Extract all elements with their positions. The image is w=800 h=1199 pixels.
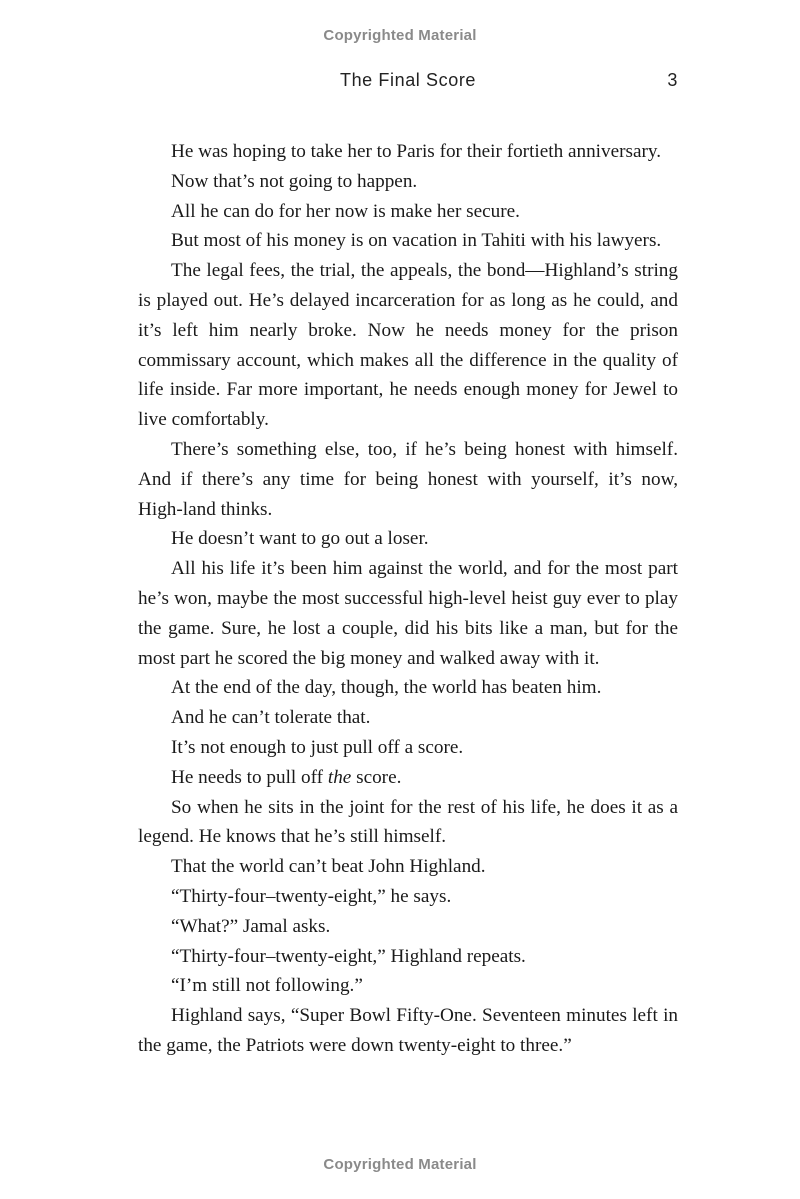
book-title: The Final Score	[339, 70, 477, 90]
paragraph: The legal fees, the trial, the appeals, the bond—Highland’s string is played out. He’s delayed incarceration for as long as he could, and it’s left him nearly broke. Now he needs money for the prison commissary account, which makes all the difference in the quality of life inside. Far more important, he needs enough money for Jewel to live comfortably.	[138, 260, 678, 431]
paragraph-text: He needs to pull off	[171, 766, 328, 788]
paragraph: So when he sits in the joint for the rest of his life, he does it as a legend. He knows that he’s still himself.	[138, 796, 678, 848]
paragraph: At the end of the day, though, the world has beaten him.	[171, 677, 602, 699]
running-head	[138, 70, 678, 94]
paragraph-text: score.	[351, 766, 402, 788]
paragraph: And he can’t tolerate that.	[171, 707, 371, 729]
paragraph: “Thirty-four–twenty-eight,” he says.	[171, 885, 452, 907]
paragraph: He was hoping to take her to Paris for their fortieth anniversary.	[171, 141, 662, 162]
paragraph	[138, 763, 678, 793]
paragraph: Now that’s not going to happen.	[171, 170, 418, 192]
paragraph: “What?” Jamal asks.	[171, 915, 331, 937]
body-text	[138, 137, 678, 1061]
paragraph: “I’m still not following.”	[171, 975, 363, 997]
emphasis-text: the	[327, 766, 352, 788]
paragraph: He doesn’t want to go out a loser.	[171, 528, 429, 550]
paragraph: Highland says, “Super Bowl Fifty-One. Seventeen minutes left in the game, the Patriots were down twenty-eight to three.”	[138, 1005, 678, 1056]
paragraph: It’s not enough to just pull off a score.	[171, 736, 464, 758]
paragraph: That the world can’t beat John Highland.	[171, 856, 486, 878]
paragraph: But most of his money is on vacation in Tahiti with his lawyers.	[171, 230, 662, 252]
paragraph: All he can do for her now is make her secure.	[171, 200, 520, 222]
paragraph: There’s something else, too, if he’s being honest with himself. And if there’s any time for being honest with yourself, it’s now, High-land thinks.	[138, 438, 678, 520]
paragraph: “Thirty-four–twenty-eight,” Highland repeats.	[171, 945, 526, 967]
page-number: 3	[667, 70, 678, 90]
watermark-bottom: Copyrighted Material	[323, 1156, 477, 1173]
watermark-top: Copyrighted Material	[323, 27, 477, 44]
paragraph: All his life it’s been him against the world, and for the most part he’s won, maybe the most successful high-level heist guy ever to play the game. Sure, he lost a couple, did his bits like a man, but for the most part he scored the big money and walked away with it.	[138, 558, 678, 669]
